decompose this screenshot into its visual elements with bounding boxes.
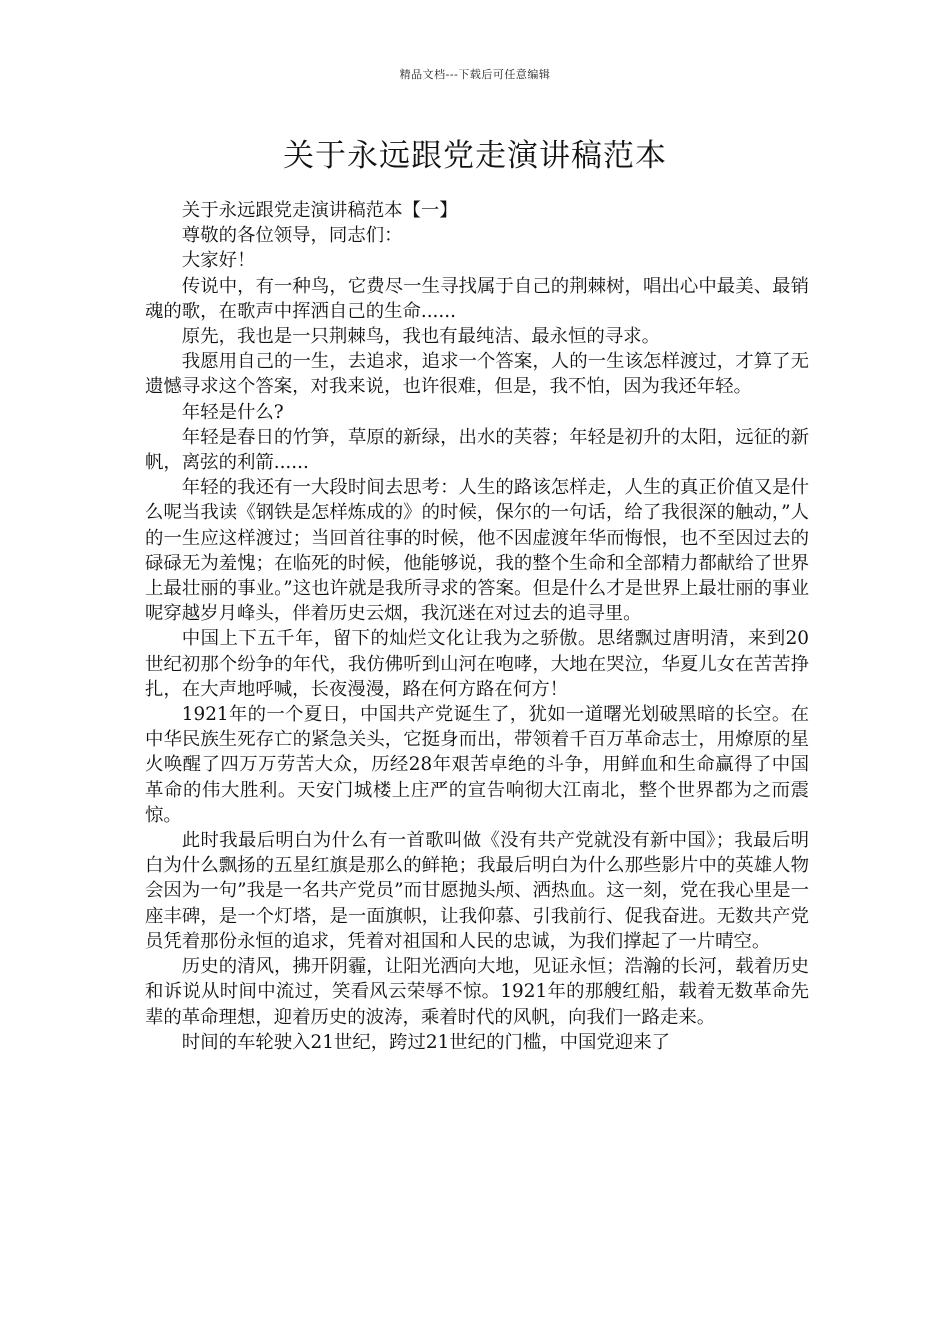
body-paragraph: 原先，我也是一只荆棘鸟，我也有最纯洁、最永恒的寻求。: [181, 326, 660, 348]
body-paragraph: 年轻是春日的竹笋，草原的新绿，出水的芙蓉；年轻是初升的太阳，远征的新帆，离弦的利箭......: [145, 426, 809, 474]
section-heading: 关于永远跟党走演讲稿范本【一】: [181, 200, 458, 221]
body-paragraph: 时间的车轮驶入21世纪，跨过21世纪的门槛，中国党迎来了: [181, 1031, 670, 1053]
document-title: 关于永远跟党走演讲稿范本: [283, 138, 667, 174]
body-paragraph: 此时我最后明白为什么有一首歌叫做《没有共产党就没有新中国》；我最后明白为什么飘扬的五星红旗是那么的鲜艳；我最后明白为什么那些影片中的英雄人物会因为一句”我是一名共产党员”而甘愿抛头颅、洒热血。这一刻，党在我心里是一座丰碑，是一个灯塔，是一面旗帜，让我仰慕、引我前行、促我奋进。无数共产党员凭着那份永恒的追求，凭着对祖国和人民的忠诚，为我们撑起了一片晴空。: [145, 830, 809, 952]
salutation: 尊敬的各位领导，同志们：: [181, 225, 403, 247]
greeting: 大家好！: [181, 250, 256, 272]
body-paragraph: 中国上下五千年，留下的灿烂文化让我为之骄傲。思绪飘过唐明清，来到20世纪初那个纷争的年代，我仿佛听到山河在咆哮，大地在哭泣，华夏儿女在苦苦挣扎，在大声地呼喊，长夜漫漫，路在何方路在何方！: [145, 628, 809, 700]
header-note: 精品文档---下载后可任意编辑: [399, 68, 551, 81]
document-body: [145, 198, 809, 1055]
body-paragraph: 年轻是什么?: [181, 401, 284, 423]
body-paragraph: 年轻的我还有一大段时间去思考：人生的路该怎样走，人生的真正价值又是什么呢当我读《钢铁是怎样炼成的》的时候，保尔的一句话，给了我很深的触动，”人的一生应这样渡过；当回首往事的时候，他不因虚渡年华而悔恨，也不至因过去的碌碌无为羞愧；在临死的时候，他能够说，我的整个生命和全部精力都献给了世界上最壮丽的事业。”这也许就是我所寻求的答案。但是什么才是世界上最壮丽的事业呢穿越岁月峰头，伴着历史云烟，我沉迷在对过去的追寻里。: [145, 477, 809, 625]
body-paragraph: 传说中，有一种鸟，它费尽一生寻找属于自己的荆棘树，唱出心中最美、最销魂的歌，在歌声中挥洒自己的生命......: [145, 275, 809, 322]
body-paragraph: 1921年的一个夏日，中国共产党诞生了，犹如一道曙光划破黑暗的长空。在中华民族生死存亡的紧急关头，它挺身而出，带领着千百万革命志士，用燎原的星火唤醒了四万万劳苦大众，历经28年艰苦卓绝的斗争，用鲜血和生命赢得了中国革命的伟大胜利。天安门城楼上庄严的宣告响彻大江南北，整个世界都为之而震惊。: [145, 704, 809, 826]
body-paragraph: 历史的清风，拂开阴霾，让阳光洒向大地，见证永恒；浩瀚的长河，载着历史和诉说从时间中流过，笑看风云荣辱不惊。1921年的那艘红船，载着无数革命先辈的革命理想，迎着历史的波涛，乘着时代的风帆，向我们一路走来。: [145, 956, 809, 1028]
body-paragraph: 我愿用自己的一生，去追求，追求一个答案，人的一生该怎样渡过，才算了无遗憾寻求这个答案，对我来说，也许很难，但是，我不怕，因为我还年轻。: [145, 351, 809, 398]
